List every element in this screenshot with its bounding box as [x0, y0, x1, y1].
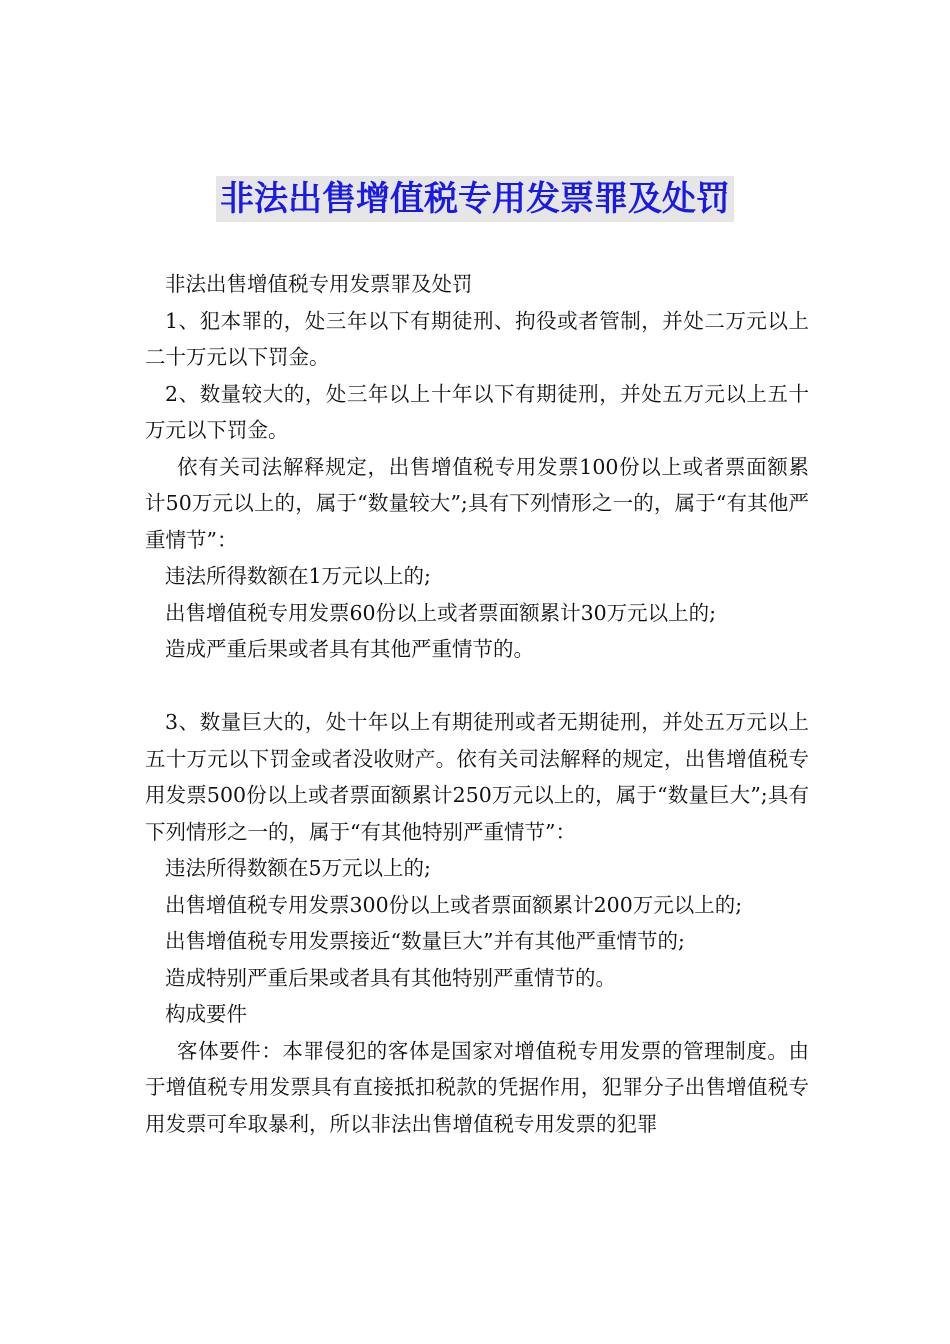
paragraph-interpretation-large: 依有关司法解释规定，出售增值税专用发票100份以上或者票面额累计50万元以上的，属于“数量较大”;具有下列情形之一的，属于“有其他严重情节”：: [145, 454, 809, 552]
paragraph-heading: 非法出售增值税专用发票罪及处罚: [165, 272, 473, 296]
paragraph-condition: 违法所得数额在1万元以上的;: [165, 564, 431, 588]
paragraph-condition: 出售增值税专用发票接近“数量巨大”并有其他严重情节的;: [165, 929, 685, 953]
paragraph-object-element: 客体要件：本罪侵犯的客体是国家对增值税专用发票的管理制度。由于增值税专用发票具有直接抵扣税款的凭据作用，犯罪分子出售增值税专用发票可牟取暴利，所以非法出售增值税专用发票的犯罪: [145, 1038, 809, 1136]
document-body: [145, 266, 809, 1142]
paragraph-condition: 造成严重后果或者具有其他严重情节的。: [165, 637, 534, 661]
document-title: 非法出售增值税专用发票罪及处罚: [216, 176, 734, 222]
paragraph-condition: 造成特别严重后果或者具有其他特别严重情节的。: [165, 965, 616, 990]
paragraph-condition: 违法所得数额在5万元以上的;: [165, 856, 431, 880]
paragraph-condition: 出售增值税专用发票60份以上或者票面额累计30万元以上的;: [165, 600, 717, 625]
paragraph-condition: 出售增值税专用发票300份以上或者票面额累计200万元以上的;: [165, 892, 743, 917]
blank-line: [145, 668, 809, 705]
title-container: [0, 176, 950, 222]
paragraph-item-2: 2、数量较大的，处三年以上十年以下有期徒刑，并处五万元以上五十万元以下罚金。: [145, 381, 809, 442]
paragraph-item-3: 3、数量巨大的，处十年以上有期徒刑或者无期徒刑，并处五万元以上五十万元以下罚金或者没收财产。依有关司法解释的规定，出售增值税专用发票500份以上或者票面额累计250万元以上的，属于“数量巨大”;具有下列情形之一的，属于“有其他特别严重情节”：: [145, 710, 809, 844]
section-heading-elements: 构成要件: [165, 1002, 247, 1026]
paragraph-item-1: 1、犯本罪的，处三年以下有期徒刑、拘役或者管制，并处二万元以上二十万元以下罚金。: [145, 308, 809, 369]
